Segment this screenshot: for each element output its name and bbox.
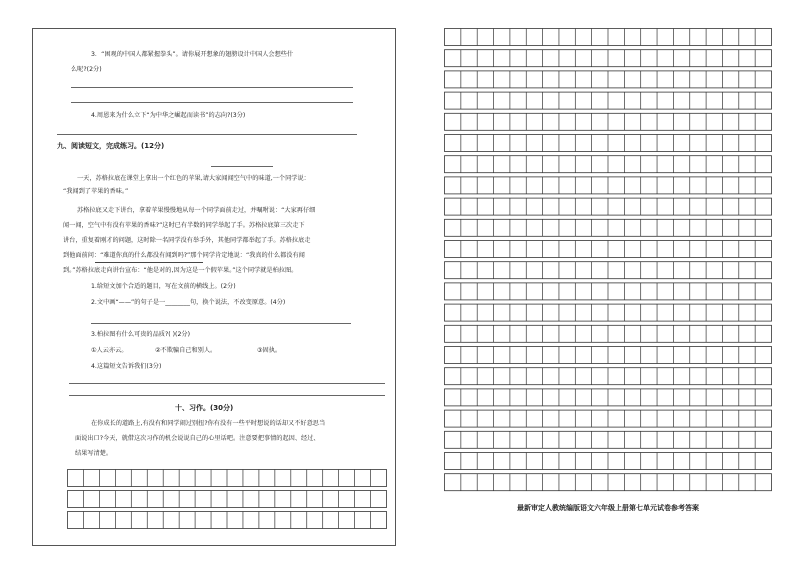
writing-prompt-3: 结果写清楚。 [75, 450, 113, 457]
subq1-text: 1.给短文加个合适的题目，写在文前的横线上。(2分) [91, 283, 236, 290]
title-blank-line[interactable] [211, 166, 273, 167]
right-composition-page [444, 28, 772, 496]
writing-prompt-1: 在你成长的道路上,有没有和同学闹过别扭?你有没有一些平时想说的话却又不好意思当 [91, 420, 326, 427]
passage-line-5: 讲台，重复着刚才的问题，这时除一名同学没有举手外，其他同学都举起了手。苏格拉底走 [63, 237, 311, 244]
option-b: ②不欺骗自己和别人。 [155, 347, 217, 354]
answer-line[interactable] [69, 383, 385, 384]
subq2-text: 2.文中画“——”的句子是一________句，换个说法，不改变原意。(4分) [91, 299, 286, 306]
subq3-text: 3.柏拉图有什么可贵的品质?( )(2分) [91, 331, 190, 338]
answer-line[interactable] [69, 395, 385, 396]
q3-line2: 么呢?(2分) [71, 66, 102, 73]
q4-text: 4.周恩来为什么立下“为中华之崛起而读书”的志向?(3分) [91, 112, 246, 119]
option-c: ③固执。 [257, 347, 282, 354]
subq4-text: 4.这篇短文告诉我们(3分) [91, 363, 162, 370]
section10-title: 十、习作。(30分) [175, 404, 234, 412]
option-a: ①人云亦云。 [91, 347, 128, 354]
composition-grid[interactable] [444, 28, 772, 496]
answer-line[interactable] [71, 87, 353, 88]
passage-line-4: 闻一闻，空气中有没有苹果的香味?”这时已有半数的同学举起了手。苏格拉底第三次走下 [63, 222, 305, 229]
passage-line-1: 一天，苏格拉底在课堂上拿出一个红色的苹果,请大家闻闻空气中的味道,一个同学说： [77, 175, 310, 182]
writing-grid[interactable] [67, 469, 387, 535]
writing-prompt-2: 面说出口?今天，就借这次习作的机会说说自己的心里话吧。注意要把事情的起因、经过、 [75, 435, 320, 442]
passage-line-3: 苏格拉底又走下讲台，拿着苹果慢慢地从每一个同学面前走过，并嘱咐说：“大家再仔细 [77, 207, 316, 214]
passage-line-7: 到。”苏格拉底走向讲台宣布：“他是对的,因为这是一个假苹果。”这个同学就是柏拉图。 [63, 267, 298, 274]
left-exam-page [32, 28, 396, 546]
underlined-sentence-mark [95, 262, 203, 263]
answer-line[interactable] [57, 134, 357, 135]
footer-title: 最新审定人教统编版语文六年级上册第七单元试卷参考答案 [517, 504, 699, 512]
passage-line-2: “我闻到了苹果的香味。” [63, 188, 129, 195]
section9-title: 九、阅读短文，完成练习。(12分) [57, 142, 165, 150]
q3-line1: 3．“困观的中国人都紧握拳头”。请你展开想象的翅膀设计中国人会想些什 [91, 51, 294, 58]
passage-line-6: 到他面前问：“难道你真的什么都没有闻到吗?”那个同学肯定地说：“我真的什么都没有闻 [63, 252, 305, 259]
answer-line[interactable] [71, 102, 353, 103]
answer-line[interactable] [91, 323, 351, 324]
